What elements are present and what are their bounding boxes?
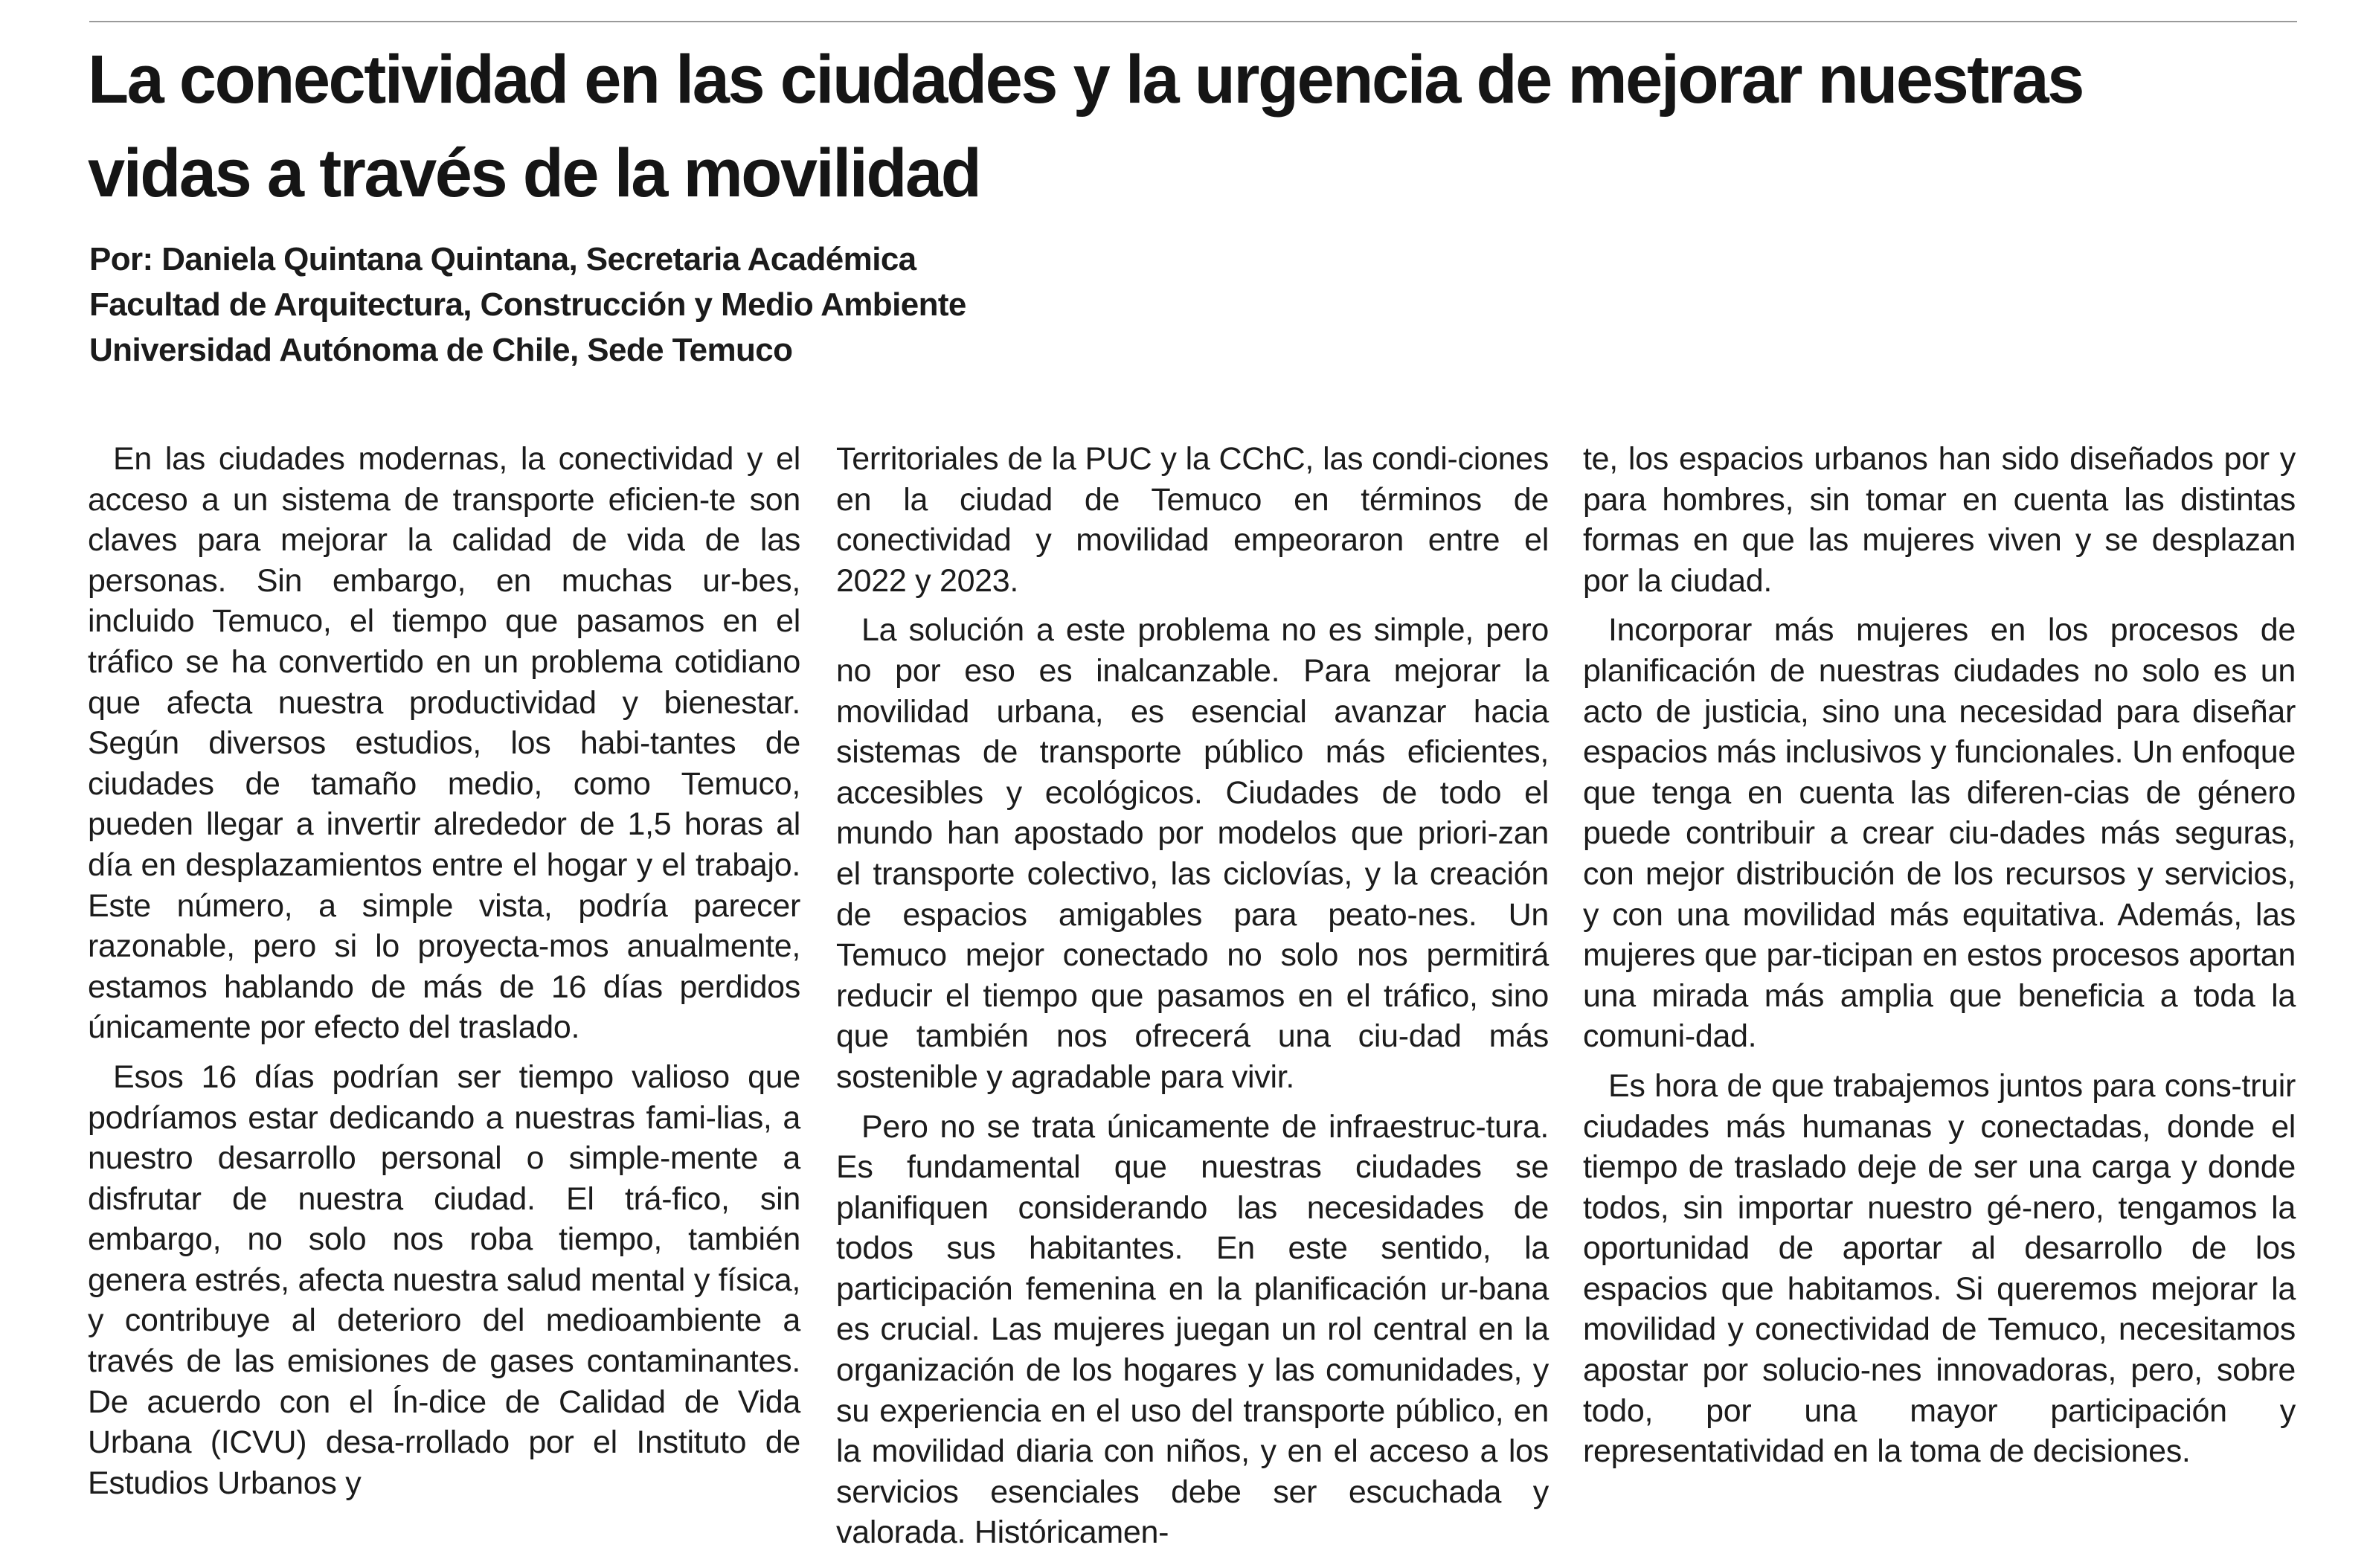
paragraph: En las ciudades modernas, la conectividad y el acceso a un sistema de transporte eficien-te son claves para mejorar la calidad de vida de las personas. Sin embargo, en muchas ur-bes, incluido Temuco, el tiempo que pasamos en el tráfico se ha convertido en un problema cotidiano que afecta nuestra productividad y bienestar. Según diversos estudios, los habi-tantes de ciudades de tamaño medio, como Temuco, pueden llegar a invertir alrededor de 1,5 horas al día en desplazamientos entre el hogar y el trabajo. Este número, a simple vista, podría parecer razonable, pero si lo proyecta-mos anualmente, estamos hablando de más de 16 días perdidos únicamente por efecto del traslado. bbox=[88, 441, 800, 1046]
paragraph: te, los espacios urbanos han sido diseñados por y para hombres, sin tomar en cuenta las distintas formas en que las mujeres viven y se desplazan por la ciudad. bbox=[1583, 441, 2296, 599]
byline-author: Por: Daniela Quintana Quintana, Secretaria Académica bbox=[89, 241, 916, 277]
paragraph: Es hora de que trabajemos juntos para cons-truir ciudades más humanas y conectadas, donde el tiempo de traslado deje de ser una carga y donde todos, sin importar nuestro gé-nero, tengamos la oportunidad de aportar al desarrollo de los espacios que habitamos. Si queremos mejorar la movilidad y conectividad de Temuco, necesitamos apostar por solucio-nes innovadoras, pero, sobre todo, por una mayor participación y representatividad en la toma de decisiones. bbox=[1583, 1067, 2296, 1470]
paragraph: Territoriales de la PUC y la CChC, las condi-ciones en la ciudad de Temuco en términos de conectividad y movilidad empeoraron entre el 2022 y 2023. bbox=[836, 441, 1549, 599]
article-headline: La conectividad en las ciudades y la urgencia de mejorar nuestras vidas a través de la movilidad bbox=[88, 42, 2083, 211]
byline-university: Universidad Autónoma de Chile, Sede Temuco bbox=[89, 332, 793, 368]
article-column-2 bbox=[836, 439, 1549, 1562]
paragraph: Pero no se trata únicamente de infraestruc-tura. Es fundamental que nuestras ciudades se planifiquen considerando las necesidades de todos sus habitantes. En este sentido, la participación femenina en la planificación ur-bana es crucial. Las mujeres juegan un rol central en la organización de los hogares y las comunidades, y su experiencia en el uso del transporte público, en la movilidad diaria con niños, y en el acceso a los servicios esenciales debe ser escuchada y valorada. Históricamen- bbox=[836, 1108, 1549, 1551]
article-column-1 bbox=[88, 439, 800, 1512]
byline-faculty: Facultad de Arquitectura, Construcción y Medio Ambiente bbox=[89, 286, 966, 323]
article-column-3 bbox=[1583, 439, 2296, 1481]
top-divider-rule bbox=[89, 21, 2297, 22]
article-byline bbox=[89, 237, 1577, 373]
paragraph: Incorporar más mujeres en los procesos de planificación de nuestras ciudades no solo es un acto de justicia, sino una necesidad para diseñar espacios más inclusivos y funcionales. Un enfoque que tenga en cuenta las diferen-cias de género puede contribuir a crear ciu-dades más seguras, con mejor distribución de los recursos y servicios, y con una movilidad más equitativa. Además, las mujeres que par-ticipan en estos procesos aportan una mirada más amplia que beneficia a toda la comuni-dad. bbox=[1583, 612, 2296, 1055]
paragraph: La solución a este problema no es simple, pero no por eso es inalcanzable. Para mejorar la movilidad urbana, es esencial avanzar hacia sistemas de transporte público más eficientes, accesibles y ecológicos. Ciudades de todo el mundo han apostado por modelos que priori-zan el transporte colectivo, las ciclovías, y la creación de espacios amigables para peato-nes. Un Temuco mejor conectado no solo nos permitirá reducir el tiempo que pasamos en el tráfico, sino que también nos ofrecerá una ciu-dad más sostenible y agradable para vivir. bbox=[836, 612, 1549, 1095]
paragraph: Esos 16 días podrían ser tiempo valioso que podríamos estar dedicando a nuestras fami-lias, a nuestro desarrollo personal o simple-mente a disfrutar de nuestra ciudad. El trá-fico, sin embargo, no solo nos roba tiempo, también genera estrés, afecta nuestra salud mental y física, y contribuye al deterioro del medioambiente a través de las emisiones de gases contaminantes. De acuerdo con el Ín-dice de Calidad de Vida Urbana (ICVU) desa-rrollado por el Instituto de Estudios Urbanos y bbox=[88, 1058, 800, 1501]
